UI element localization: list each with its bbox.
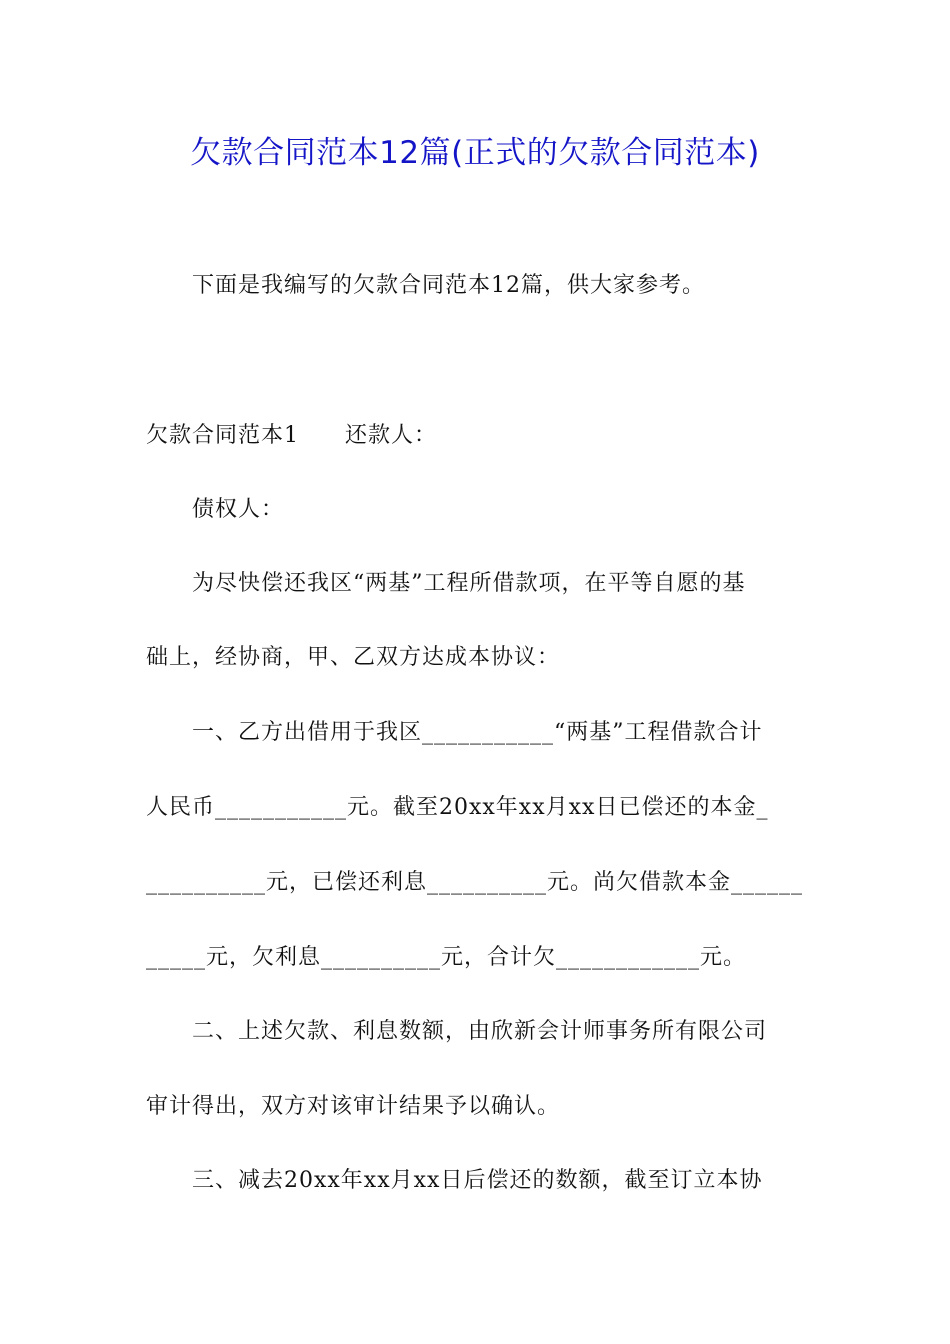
- clause-1-line: 一、乙方出借用于我区___________“两基”工程借款合计: [192, 720, 763, 745]
- clause-1-line: 人民币___________元。截至20xx年xx月xx日已偿还的本金_: [146, 795, 769, 820]
- clause-2-line: 审计得出，双方对该审计结果予以确认。: [146, 1094, 561, 1119]
- clause-2-line: 二、上述欠款、利息数额，由欣新会计师事务所有限公司: [192, 1019, 768, 1044]
- repayer-label: 还款人：: [345, 423, 438, 448]
- paragraph-line: 为尽快偿还我区“两基”工程所借款项，在平等自愿的基: [192, 571, 746, 596]
- clause-1-line: _____元，欠利息__________元，合计欠____________元。: [146, 945, 747, 970]
- section-heading-line: [146, 416, 806, 456]
- page-title: 欠款合同范本12篇(正式的欠款合同范本): [190, 135, 760, 171]
- section-heading: 欠款合同范本1: [146, 423, 299, 448]
- creditor-label: 债权人：: [192, 497, 285, 522]
- intro-paragraph: 下面是我编写的欠款合同范本12篇，供大家参考。: [192, 273, 705, 298]
- clause-1-line: __________元，已偿还利息__________元。尚欠借款本金______: [146, 870, 804, 895]
- clause-3-line: 三、减去20xx年xx月xx日后偿还的数额，截至订立本协: [192, 1168, 763, 1193]
- paragraph-line: 础上，经协商，甲、乙双方达成本协议：: [146, 645, 561, 670]
